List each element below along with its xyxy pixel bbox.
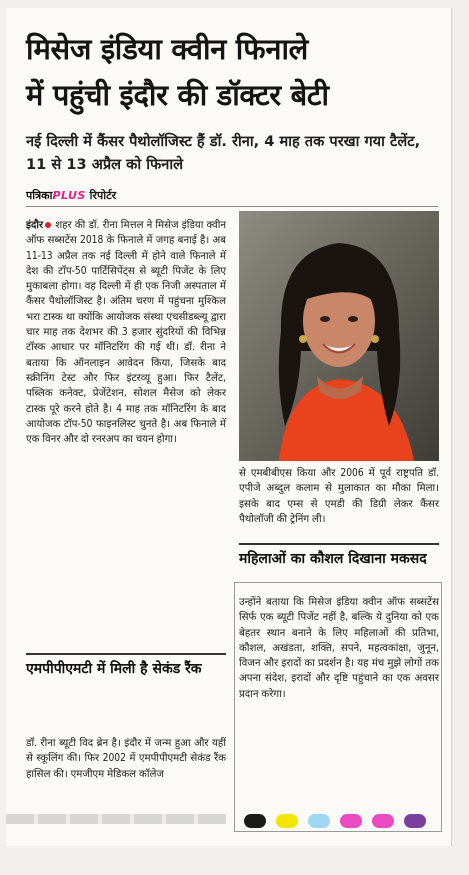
byline — [26, 188, 116, 203]
dateline-dot-icon — [45, 222, 51, 228]
paragraph-4: उन्होंने बताया कि मिसेज इंडिया क्वीन ऑफ सब्सटेंस सिर्फ एक ब्यूटी पिजेंट नहीं है, बल्कि ये दुनिया को एक बेहतर स्थान बनाने के लिए महिलाओं की प्रतिभा, कौशल, अखंडता, शक्ति, सपने, महत्वकांक्षा, जुनून, विजन और इरादों का प्रदर्शन है। यह मंच मुझे लोगों तक अपना संदेश, इरादों और दृष्टि पहुंचाने का एक अवसर प्रदान करेगा। — [239, 597, 439, 700]
paragraph-3: से एमबीबीएस किया और 2006 में पूर्व राष्ट्रपति डॉ. एपीजे अब्दुल कलाम से मुलाकात का मौका मिला। इसके बाद एम्स से एमडी की डिग्री लेकर कैंसर पैथोलॉजी की ट्रेनिंग ली। — [239, 468, 439, 525]
print-density-strip — [6, 814, 226, 824]
section-1 — [26, 653, 226, 679]
section-2-title: महिलाओं का कौशल दिखाना मकसद — [239, 543, 439, 569]
registration-dot — [308, 814, 330, 828]
paragraph-1 — [26, 218, 226, 447]
portrait-illustration — [239, 211, 439, 461]
registration-dot — [372, 814, 394, 828]
registration-dot — [404, 814, 426, 828]
headline — [26, 26, 436, 118]
section-1-title: एमपीपीएमटी में मिली है सेकंड रैंक — [26, 653, 226, 679]
newspaper-page — [6, 8, 452, 846]
subheadline: नई दिल्ली में कैंसर पैथोलॉजिस्ट हैं डॉ. रीना, 4 माह तक परखा गया टैलेंट, 11 से 13 अप्रैल को फिनाले — [26, 133, 421, 173]
byline-rule — [26, 206, 438, 207]
column-left-continued — [26, 736, 226, 782]
dateline: इंदौर — [26, 220, 44, 231]
column-left — [26, 218, 226, 447]
section-2 — [239, 543, 439, 569]
byline-plus: PLUS — [52, 189, 86, 202]
portrait-photo — [239, 211, 439, 461]
paragraph-2: डॉ. रीना ब्यूटी विद ब्रेन है। इंदौर में जन्म हुआ और यहीं से स्कूलिंग की। फिर 2002 में एमपीपीएमटी सेकंड रैंक हासिल की। एमजीएम मेडिकल कॉलेज — [26, 738, 226, 780]
paragraph-1-text: शहर की डॉ. रीना मित्तल ने मिसेज इंडिया क्वीन ऑफ सब्सटेंस 2018 के फिनाले में जगह बनाई है। अब 11-13 अप्रैल तक नई दिल्ली में होने वाले फिनाले में देश की टॉप-50 पार्टिसिपेंट्स से ब्यूटी पिजेंट के लिए मुकाबला होगा। वह दिल्ली में ही एक निजी अस्पताल में कैंसर पैथोलॉजिस्ट है। अंतिम चरण में पहुंचना मुश्किल भरा टास्क था क्योंकि आयोजक संस्था एचसीडब्ल्यू द्वारा चार माह तक देशभर की 3 हजार सुंदरियों की विभिन्न टॉस्क आधार पर मॉनिटरिंग की गई थी। डॉ. रीना ने बताया कि ऑनलाइन आवेदन किया, जिसके बाद स्क्रीनिंग टेस्ट और फिर इंटरव्यू हुआ। फिर टैलेंट, पब्लिक कनेक्ट, प्रेजेंटेशन, सोशल मैसेज को लेकर टास्क पूरे करने होते है। 4 माह तक मॉनिटरिंग के बाद आयोजक टॉप-50 फाइनलिस्ट चुनते है। अब फिनाले में एक विनर और दो रनरअप का चयन होगा। — [26, 220, 226, 446]
registration-dot — [276, 814, 298, 828]
registration-dot — [244, 814, 266, 828]
column-right-continued — [239, 466, 439, 527]
registration-dot — [340, 814, 362, 828]
headline-line-2: में पहुंची इंदौर की डॉक्टर बेटी — [26, 78, 329, 112]
byline-brand: पत्रिका — [26, 189, 53, 202]
column-right-quote — [239, 595, 439, 702]
headline-line-1: मिसेज इंडिया क्वीन फिनाले — [26, 32, 309, 66]
byline-role: रिपोर्टर — [89, 189, 117, 202]
registration-marks — [244, 814, 444, 828]
